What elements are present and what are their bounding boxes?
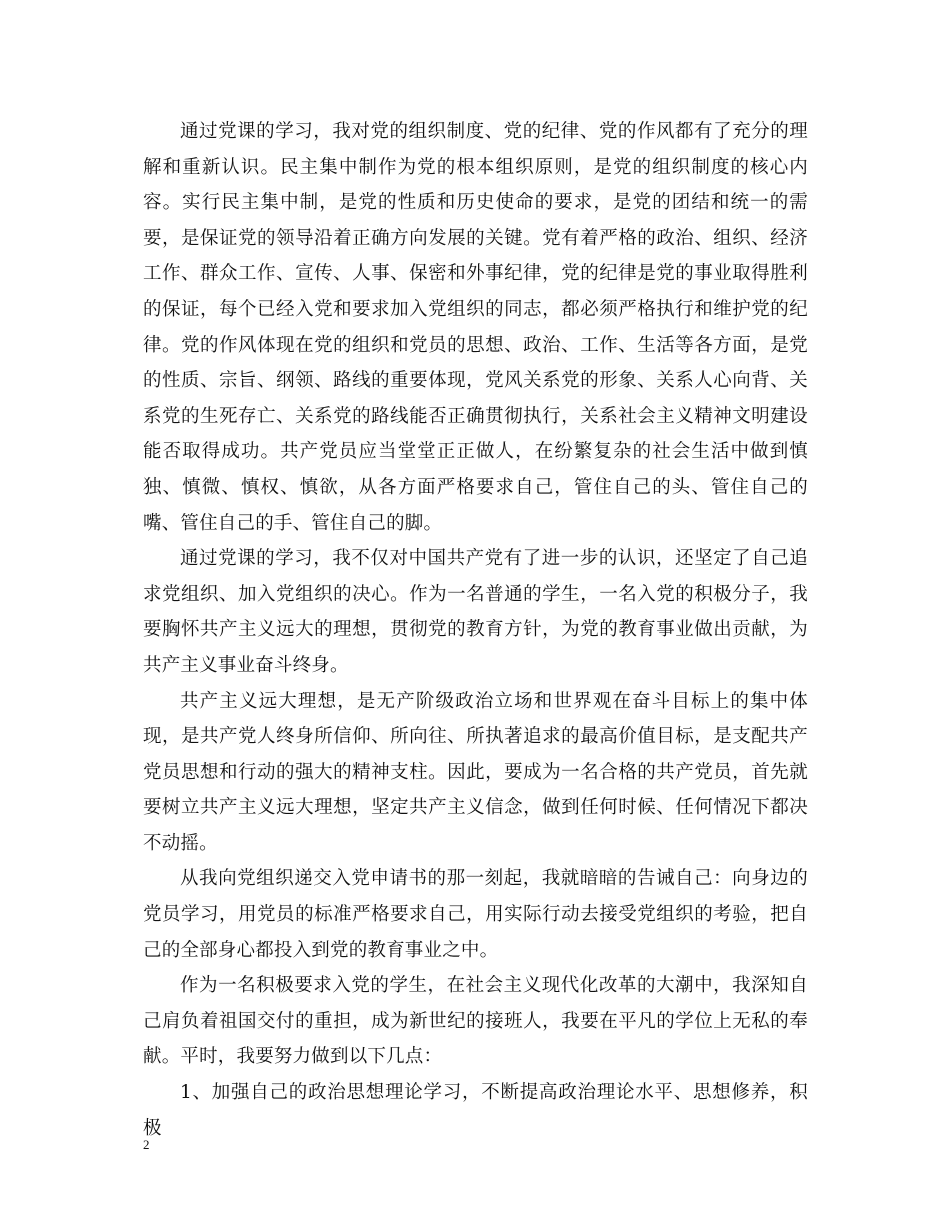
paragraph-4: 从我向党组织递交入党申请书的那一刻起，我就暗暗的告诫自己：向身边的党员学习，用党员的标准严格要求自己，用实际行动去接受党组织的考验，把自己的全部身心都投入到党的教育事业之中。	[143, 868, 808, 961]
paragraph-3: 共产主义远大理想，是无产阶级政治立场和世界观在奋斗目标上的集中体现，是共产党人终身所信仰、所向往、所执著追求的最高价值目标，是支配共产党员思想和行动的强大的精神支柱。因此，要成为一名合格的共产党员，首先就要树立共产主义远大理想，坚定共产主义信念，做到任何时候、任何情况下都决不动摇。	[143, 690, 808, 854]
paragraph-2: 通过党课的学习，我不仅对中国共产党有了进一步的认识，还坚定了自己追求党组织、加入党组织的决心。作为一名普通的学生，一名入党的积极分子，我要胸怀共产主义远大的理想，贯彻党的教育方针，为党的教育事业做出贡献，为共产主义事业奋斗终身。	[143, 548, 808, 676]
page-number: 2	[143, 1137, 150, 1152]
document-body	[143, 114, 808, 1146]
paragraph-6: 1、加强自己的政治思想理论学习，不断提高政治理论水平、思想修养，积极	[143, 1082, 808, 1139]
paragraph-5: 作为一名积极要求入党的学生，在社会主义现代化改革的大潮中，我深知自己肩负着祖国交付的重担，成为新世纪的接班人，我要在平凡的学位上无私的奉献。平时，我要努力做到以下几点：	[143, 975, 808, 1068]
paragraph-1: 通过党课的学习，我对党的组织制度、党的纪律、党的作风都有了充分的理解和重新认识。民主集中制作为党的根本组织原则，是党的组织制度的核心内容。实行民主集中制，是党的性质和历史使命的要求，是党的团结和统一的需要，是保证党的领导沿着正确方向发展的关键。党有着严格的政治、组织、经济工作、群众工作、宣传、人事、保密和外事纪律，党的纪律是党的事业取得胜利的保证，每个已经入党和要求加入党组织的同志，都必须严格执行和维护党的纪律。党的作风体现在党的组织和党员的思想、政治、工作、生活等各方面，是党的性质、宗旨、纲领、路线的重要体现，党风关系党的形象、关系人心向背、关系党的生死存亡、关系党的路线能否正确贯彻执行，关系社会主义精神文明建设能否取得成功。共产党员应当堂堂正正做人，在纷繁复杂的社会生活中做到慎独、慎微、慎权、慎欲，从各方面严格要求自己，管住自己的头、管住自己的嘴、管住自己的手、管住自己的脚。	[143, 121, 808, 534]
